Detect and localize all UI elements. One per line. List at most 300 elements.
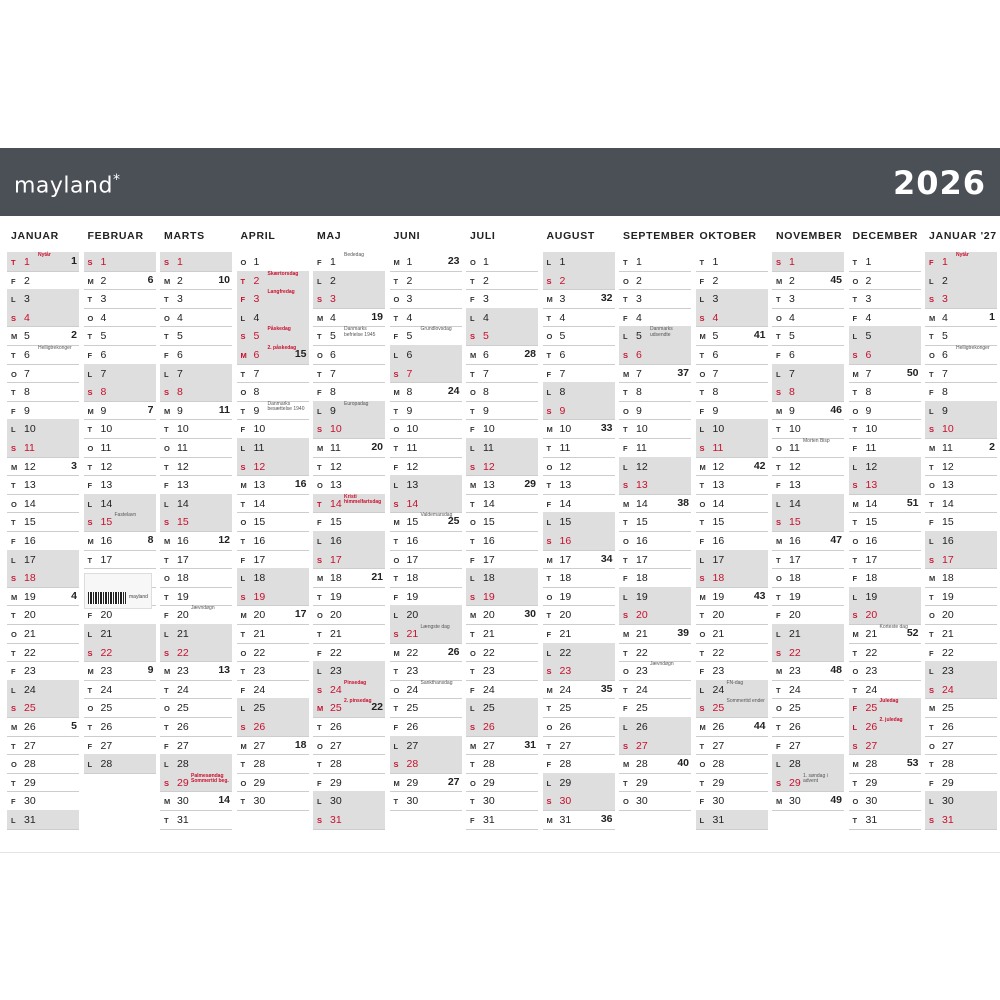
day-number: 27 xyxy=(712,739,725,752)
weekday-letter: S xyxy=(393,499,399,509)
day-cell xyxy=(696,457,768,477)
day-number: 18 xyxy=(177,572,189,585)
day-number: 28 xyxy=(636,758,648,771)
day-number: 9 xyxy=(406,404,413,417)
day-cell xyxy=(849,252,921,272)
weekday-letter: F xyxy=(776,481,781,491)
month-title: NOVEMBER xyxy=(776,230,843,242)
day-cell xyxy=(237,438,309,458)
day-cell xyxy=(7,512,79,532)
day-number: 19 xyxy=(942,590,954,603)
day-cell xyxy=(543,289,615,309)
day-number: 16 xyxy=(483,535,495,547)
barcode-icon xyxy=(88,592,126,604)
weekday-letter: L xyxy=(852,462,858,472)
weekday-letter: O xyxy=(623,537,629,546)
weekday-letter: L xyxy=(317,276,322,286)
day-number: 24 xyxy=(100,683,113,696)
day-number: 7 xyxy=(789,367,795,380)
day-number: 10 xyxy=(24,423,36,436)
day-cell xyxy=(925,791,997,811)
day-note: Jævndøgn xyxy=(650,661,674,668)
day-cell xyxy=(466,568,538,588)
weekday-letter: L xyxy=(699,816,705,825)
day-cell xyxy=(160,271,232,291)
day-number: 9 xyxy=(330,404,336,417)
day-number: 8 xyxy=(330,386,336,399)
day-cell xyxy=(237,252,309,272)
day-number: 22 xyxy=(330,646,342,659)
day-cell xyxy=(925,643,997,663)
weekday-letter: F xyxy=(11,276,16,286)
day-cell xyxy=(390,531,462,551)
day-cell xyxy=(696,289,768,309)
weekday-letter: T xyxy=(929,369,934,379)
weekday-letter: O xyxy=(623,406,629,416)
month-title: OKTOBER xyxy=(699,230,757,242)
weekday-letter: S xyxy=(470,332,476,342)
day-number: 11 xyxy=(712,442,724,454)
day-cell xyxy=(237,364,309,384)
weekday-letter: O xyxy=(164,313,170,323)
day-number: 6 xyxy=(865,349,872,361)
day-number: 3 xyxy=(789,293,795,306)
day-cell xyxy=(390,308,462,328)
day-number: 12 xyxy=(559,460,572,473)
weekday-letter: S xyxy=(546,276,552,286)
day-number: 3 xyxy=(636,293,642,306)
weekday-letter: M xyxy=(317,574,324,584)
day-number: 2 xyxy=(483,274,489,287)
day-number: 13 xyxy=(330,479,342,492)
day-number: 16 xyxy=(330,535,342,547)
day-cell xyxy=(160,587,232,607)
day-number: 16 xyxy=(100,535,113,547)
day-number: 13 xyxy=(24,479,36,492)
day-cell xyxy=(619,364,691,384)
weekday-letter: L xyxy=(393,741,399,751)
day-cell xyxy=(237,419,309,439)
day-cell xyxy=(543,754,615,774)
day-number: 27 xyxy=(636,739,648,752)
day-number: 3 xyxy=(483,293,489,306)
day-cell xyxy=(925,512,997,532)
day-cell xyxy=(543,271,615,291)
day-cell xyxy=(237,661,309,681)
day-number: 24 xyxy=(559,683,572,696)
weekday-letter: M xyxy=(317,313,324,323)
day-number: 22 xyxy=(636,646,648,659)
weekday-letter: T xyxy=(929,499,934,509)
weekday-letter: T xyxy=(699,741,705,751)
day-number: 4 xyxy=(559,311,566,324)
day-number: 26 xyxy=(789,721,801,733)
weekday-letter: L xyxy=(393,351,399,360)
weekday-letter: T xyxy=(623,295,628,305)
weekday-letter: T xyxy=(546,704,552,714)
weekday-letter: L xyxy=(623,723,628,732)
day-number: 24 xyxy=(483,683,495,696)
weekday-letter: S xyxy=(240,723,246,732)
week-number: 18 xyxy=(294,738,307,751)
day-cell xyxy=(237,624,309,644)
day-number: 12 xyxy=(865,460,878,473)
weekday-letter: T xyxy=(11,778,16,788)
barcode-label xyxy=(84,573,152,609)
day-cell xyxy=(160,475,232,495)
day-number: 10 xyxy=(100,423,113,436)
day-cell xyxy=(772,308,844,328)
weekday-letter: M xyxy=(240,481,247,491)
weekday-letter: T xyxy=(164,295,169,305)
day-cell xyxy=(237,587,309,607)
weekday-letter: S xyxy=(240,462,246,472)
day-number: 15 xyxy=(865,516,878,529)
week-number: 6 xyxy=(147,273,154,286)
day-number: 10 xyxy=(789,423,801,436)
weekday-letter: O xyxy=(623,797,629,807)
week-number: 25 xyxy=(447,515,460,528)
weekday-letter: T xyxy=(546,741,552,751)
day-cell xyxy=(313,382,385,402)
month-column xyxy=(310,226,385,836)
day-number: 8 xyxy=(789,386,795,399)
day-cell xyxy=(160,364,232,384)
day-cell xyxy=(849,624,921,644)
weekday-letter: L xyxy=(393,611,399,621)
day-number: 31 xyxy=(483,814,495,826)
day-number: 2 xyxy=(100,274,107,287)
weekday-letter: F xyxy=(164,611,169,621)
weekday-letter: F xyxy=(623,704,628,714)
day-cell xyxy=(84,661,156,681)
day-note: 2. pinsedag xyxy=(344,698,372,705)
day-cell xyxy=(772,773,844,793)
day-cell xyxy=(849,717,921,737)
day-cell xyxy=(390,457,462,477)
day-number: 20 xyxy=(942,609,954,622)
day-cell xyxy=(160,605,232,625)
weekday-letter: T xyxy=(87,425,93,435)
day-cell xyxy=(466,754,538,774)
weekday-letter: L xyxy=(393,481,399,491)
day-number: 5 xyxy=(559,330,566,343)
weekday-letter: S xyxy=(929,816,935,825)
day-number: 24 xyxy=(789,683,801,696)
weekday-letter: F xyxy=(929,258,934,267)
day-number: 31 xyxy=(177,814,189,826)
day-number: 2 xyxy=(559,274,566,287)
day-cell xyxy=(84,475,156,495)
day-cell xyxy=(849,661,921,681)
day-cell xyxy=(160,810,232,830)
day-cell xyxy=(313,494,385,514)
weekday-letter: T xyxy=(776,555,781,565)
month-column xyxy=(769,226,844,836)
week-number: 1 xyxy=(71,255,77,267)
month-title: DECEMBER xyxy=(852,230,919,242)
day-cell xyxy=(313,643,385,663)
weekday-letter: S xyxy=(317,685,323,695)
weekday-letter: O xyxy=(240,648,247,658)
day-cell xyxy=(237,754,309,774)
day-number: 27 xyxy=(865,739,878,752)
day-cell xyxy=(237,512,309,532)
day-number: 13 xyxy=(483,479,495,492)
day-cell xyxy=(313,717,385,737)
week-number: 39 xyxy=(677,627,689,639)
day-cell xyxy=(237,271,309,291)
weekday-letter: S xyxy=(87,258,93,267)
day-number: 3 xyxy=(406,293,413,306)
weekday-letter: T xyxy=(776,592,781,602)
weekday-letter: M xyxy=(546,685,553,695)
weekday-letter: M xyxy=(929,704,936,714)
weekday-letter: L xyxy=(546,518,552,528)
day-number: 23 xyxy=(865,665,878,678)
weekday-letter: T xyxy=(470,537,475,546)
day-number: 18 xyxy=(559,572,572,585)
weekday-letter: T xyxy=(929,760,934,770)
day-cell xyxy=(466,605,538,625)
day-cell xyxy=(849,419,921,439)
day-cell xyxy=(7,438,79,458)
month-title: SEPTEMBER xyxy=(623,230,695,242)
day-cell xyxy=(925,736,997,756)
day-note: Kristi himmelfartsdag xyxy=(344,493,382,506)
day-cell xyxy=(237,680,309,700)
day-cell xyxy=(772,531,844,551)
day-number: 6 xyxy=(253,349,260,361)
weekday-letter: L xyxy=(164,369,169,379)
day-cell xyxy=(7,419,79,439)
weekday-letter: T xyxy=(776,462,781,472)
day-cell xyxy=(619,419,691,439)
day-number: 28 xyxy=(177,758,189,771)
weekday-letter: T xyxy=(87,295,93,305)
day-cell xyxy=(543,401,615,421)
day-cell xyxy=(696,326,768,346)
weekday-letter: M xyxy=(776,537,783,546)
weekday-letter: L xyxy=(852,723,858,732)
day-number: 14 xyxy=(483,497,495,510)
weekday-letter: S xyxy=(470,592,476,602)
day-number: 12 xyxy=(406,460,419,473)
day-number: 24 xyxy=(942,683,954,696)
week-number: 19 xyxy=(371,310,383,323)
day-number: 8 xyxy=(942,386,948,399)
day-number: 14 xyxy=(559,497,572,510)
week-number: 5 xyxy=(71,720,77,732)
day-cell xyxy=(84,736,156,756)
day-cell xyxy=(849,773,921,793)
weekday-letter: S xyxy=(317,425,323,435)
day-cell xyxy=(849,494,921,514)
day-number: 17 xyxy=(559,553,572,566)
day-number: 7 xyxy=(559,367,566,380)
day-number: 2 xyxy=(942,274,948,287)
day-cell xyxy=(925,438,997,458)
day-cell xyxy=(619,624,691,644)
day-number: 7 xyxy=(865,367,872,380)
day-number: 30 xyxy=(24,795,36,808)
day-number: 7 xyxy=(177,367,183,380)
day-cell xyxy=(696,680,768,700)
day-cell xyxy=(313,773,385,793)
weekday-letter: S xyxy=(852,351,858,360)
month-title: FEBRUAR xyxy=(87,230,144,242)
weekday-letter: O xyxy=(393,295,400,305)
day-number: 26 xyxy=(24,721,36,733)
day-cell xyxy=(313,419,385,439)
day-number: 27 xyxy=(789,739,801,752)
day-number: 14 xyxy=(712,497,725,510)
day-cell xyxy=(7,643,79,663)
month-title: MARTS xyxy=(164,230,205,242)
day-note: Fastelavn xyxy=(114,512,137,519)
day-number: 30 xyxy=(789,795,801,808)
week-number: 26 xyxy=(447,645,460,658)
day-number: 20 xyxy=(24,609,36,622)
day-cell xyxy=(313,289,385,309)
weekday-letter: O xyxy=(393,425,400,435)
day-cell xyxy=(390,605,462,625)
month-column xyxy=(463,226,538,836)
weekday-letter: T xyxy=(699,351,705,360)
day-cell xyxy=(237,531,309,551)
weekday-letter: M xyxy=(623,760,630,770)
day-number: 16 xyxy=(406,535,419,547)
weekday-letter: L xyxy=(929,667,934,677)
weekday-letter: L xyxy=(11,685,16,695)
day-number: 13 xyxy=(942,479,954,492)
day-cell xyxy=(7,364,79,384)
week-number: 50 xyxy=(906,366,919,379)
day-number: 1 xyxy=(100,256,107,268)
day-number: 19 xyxy=(483,590,495,603)
day-cell xyxy=(696,550,768,570)
day-number: 15 xyxy=(483,516,495,529)
day-cell xyxy=(772,624,844,644)
day-number: 28 xyxy=(330,758,342,771)
day-note: 2. juledag xyxy=(879,717,903,723)
weekday-letter: O xyxy=(623,667,629,677)
day-number: 26 xyxy=(942,721,954,733)
weekday-letter: F xyxy=(470,685,475,695)
day-number: 31 xyxy=(559,814,572,826)
day-number: 26 xyxy=(253,721,266,733)
weekday-letter: O xyxy=(852,276,859,286)
day-cell xyxy=(237,401,309,421)
day-number: 18 xyxy=(24,572,36,585)
weekday-letter: M xyxy=(87,667,94,677)
day-cell xyxy=(619,475,691,495)
day-cell xyxy=(84,326,156,346)
weekday-letter: T xyxy=(470,797,475,807)
day-cell xyxy=(543,791,615,811)
day-cell xyxy=(619,457,691,477)
day-note: Nytår xyxy=(956,252,969,258)
day-number: 3 xyxy=(177,293,183,306)
day-number: 1 xyxy=(636,256,642,268)
day-cell xyxy=(7,457,79,477)
weekday-letter: T xyxy=(546,481,552,491)
weekday-letter: T xyxy=(852,518,858,528)
day-cell xyxy=(466,475,538,495)
week-number: 40 xyxy=(677,757,689,770)
day-number: 29 xyxy=(865,776,878,789)
weekday-letter: L xyxy=(164,630,169,639)
day-cell xyxy=(849,680,921,700)
day-number: 30 xyxy=(483,795,495,808)
weekday-letter: S xyxy=(393,630,399,639)
day-number: 28 xyxy=(406,758,419,771)
weekday-letter: F xyxy=(317,518,322,528)
day-cell xyxy=(313,475,385,495)
day-cell xyxy=(390,791,462,811)
day-cell xyxy=(313,605,385,625)
day-number: 23 xyxy=(406,665,419,678)
day-number: 29 xyxy=(253,776,266,789)
weekday-letter: F xyxy=(11,667,16,677)
day-number: 10 xyxy=(177,423,189,436)
week-number: 4 xyxy=(71,589,77,602)
day-number: 27 xyxy=(330,739,342,752)
day-cell xyxy=(7,605,79,625)
day-number: 15 xyxy=(100,516,113,529)
day-number: 10 xyxy=(712,423,725,436)
day-number: 12 xyxy=(100,460,113,473)
weekday-letter: F xyxy=(164,351,169,360)
day-cell xyxy=(925,401,997,421)
day-cell xyxy=(696,754,768,774)
day-number: 4 xyxy=(330,311,336,324)
day-number: 24 xyxy=(253,683,266,696)
day-note: Danmarks befrielse 1945 xyxy=(344,326,376,338)
day-cell xyxy=(390,680,462,700)
weekday-letter: M xyxy=(11,332,18,342)
weekday-letter: O xyxy=(470,648,476,658)
day-cell xyxy=(466,587,538,607)
weekday-letter: T xyxy=(317,332,322,342)
weekday-letter: S xyxy=(164,388,170,398)
day-number: 17 xyxy=(483,553,495,566)
weekday-letter: L xyxy=(929,797,934,807)
weekday-letter: L xyxy=(546,388,552,398)
day-cell xyxy=(160,401,232,421)
month-column xyxy=(922,226,997,836)
day-cell xyxy=(390,550,462,570)
weekday-letter: O xyxy=(317,351,323,360)
week-number: 28 xyxy=(524,348,536,360)
week-number: 36 xyxy=(600,813,613,825)
day-number: 9 xyxy=(789,404,795,417)
weekday-letter: F xyxy=(393,723,399,732)
day-number: 27 xyxy=(24,739,36,752)
day-number: 2 xyxy=(789,274,795,287)
day-number: 14 xyxy=(406,497,419,510)
weekday-letter: L xyxy=(470,313,475,323)
day-number: 26 xyxy=(330,721,342,733)
day-cell xyxy=(619,438,691,458)
day-cell xyxy=(543,773,615,793)
day-cell xyxy=(925,271,997,291)
weekday-letter: S xyxy=(776,778,782,788)
day-cell xyxy=(390,438,462,458)
weekday-letter: L xyxy=(87,630,93,639)
day-cell xyxy=(925,326,997,346)
day-cell xyxy=(466,643,538,663)
